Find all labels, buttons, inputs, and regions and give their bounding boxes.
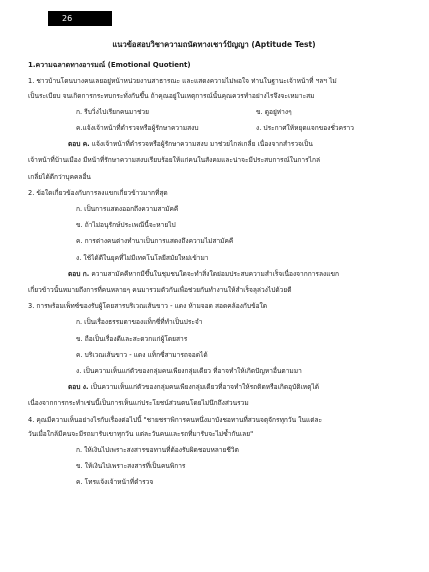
question-4-choice-b: ข. ให้เงินไปเพราะสงสารที่เป็นคนพิการ [76,462,186,471]
question-1-answer-line-2: เจ้าหน้าที่บ้านเมือง มีหน้าที่รักษาความสงบเรียบร้อยให้แก่คนในสังคมและน่าจะมีประสบการณ์ในการไกล่ [28,156,321,165]
question-1-answer [28,139,400,149]
section-heading: 1.ความฉลาดทางอารมณ์ (Emotional Quotient) [28,61,191,70]
answer-label: ตอบ ค. [68,140,90,149]
question-3-choice-a: ก. เป็นเรื่องธรรมดาของแท็กซี่ที่ทำเป็นประจำ [76,318,203,327]
question-2-choice-b: ข. ถ้าไม่อนุรักษ์ประเพณีนี้จะหายไป [76,221,176,230]
question-3-answer-line-2: เนื่องจากการกระทำเช่นนี้เป็นการเห็นแก่ประโยชน์ส่วนตนโดยไม่นึกถึงส่วนรวม [28,399,249,408]
question-2-choice-c: ค. การต่างคนต่างทำนาเป็นการแสดงถึงความไม่สามัคคี [76,237,234,246]
question-4-line-1: 4. คุณมีความเห็นอย่างไรกับเรื่องต่อไปนี้ "ชายชราพิการคนหนึ่งมาบังชอทานที่สวนจตุจักรทุกวัน ในแต่ละ [28,415,323,424]
question-1-choice-c: ค.แจ้งเจ้าหน้าที่ตำรวจหรือผู้รักษาความสงบ [76,124,199,133]
question-1-choices-row-2 [28,123,400,133]
question-3-choice-d: ง. เป็นความเห็นแก่ตัวของกลุ่มคนเพียงกลุ่มเดียว ที่อาจทำให้เกิดปัญหาอื่นตามมา [76,367,302,376]
question-4-choice-a: ก. ให้เงินไปเพราะสงสารขอทานที่ต้องรับผิดชอบหลายชีวิต [76,446,239,455]
question-2-line-1: 2. ข้อใดเกี่ยวข้องกับการลงแขกเกี่ยวข้าวมากที่สุด [28,188,168,197]
question-1-line-1: 1. ชาวบ้านโดนบางคนเลยอยู่หน้าหน่วยงานสาธารณะ และแสดงความไม่พอใจ ท่านในฐานะเจ้าหน้าที่ ฯลฯ ไม่ [28,77,337,86]
page-title: แนวข้อสอบวิชาความถนัดทางเชาว์ปัญญา (Aptitude Test) [112,40,316,49]
question-1-choice-b: ข. ดูอยู่ห่างๆ [256,107,292,116]
answer-label: ตอบ ก. [68,269,90,278]
question-2-answer-line-2: เกี่ยวข้าวนั้นหมายถึงการที่คนหลายๆ คนมารวมตัวกันเพื่อช่วยกันทำงานให้สำเร็จลุล่วงไปด้วยดี [28,286,292,295]
document-body [28,40,400,494]
question-3-line-1: 3. การพร้อมเพ็ทซ์ของรับผู้โดยสารบริเวณเส้นขาว - แดง ห้ามจอด สอดคล้องกับข้อใด [28,302,268,311]
question-3-choice-b: ข. ถือเป็นเรื่องดีและสะดวกแก่ผู้โดยสาร [76,334,188,343]
question-1-choice-a: ก. รีบวิ่งไปเรียกคนมาช่วย [76,107,149,116]
question-1-choice-d: ง. ประกาศให้หยุดแจกของชั่วคราว [256,124,354,133]
question-1-answer-line-3: เกลี่ยได้ดีกว่าบุคคลอื่น [28,172,91,181]
question-4-choice-c: ค. โทรแจ้งเจ้าหน้าที่ตำรวจ [76,478,154,487]
question-1-line-2: เป็นระเบียบ จนเกิดการกระทบกระทั่งกันขึ้น ถ้าคุณอยู่ในเหตุการณ์นั้นคุณควรทำอย่างไรจึงจะเหมาะสม [28,91,315,100]
answer-text: แจ้งเจ้าหน้าที่ตำรวจหรือผู้รักษาความสงบ มาช่วยไกล่เกลี่ย เนื่องจากสำรวจเป็น [89,140,313,149]
question-3-choice-c: ค. บริเวณเส้นขาว - แดง แท็กซี่สามารถจอดได้ [76,350,208,359]
answer-text: ความสามัคคีหากมีขึ้นในชุมชนใดจะทำสิ่งใดย่อมประสบความสำเร็จเนื่องจากการลงแขก [89,269,339,278]
question-2-answer [28,269,400,279]
question-2-choice-a: ก. เป็นการแสดงออกถึงความสามัคคี [76,205,179,214]
answer-label: ตอบ ง. [68,383,89,392]
question-2-choice-d: ง. ใช้ได้ดีในยุคที่ไม่มีเทคโนโลยีสมัยใหม่เข้ามา [76,253,209,262]
answer-text: เป็นความเห็นแก่ตัวของกลุ่มคนเพียงกลุ่มเดียวที่อาจทำให้รถติดหรือเกิดอุบัติเหตุได้ [88,383,320,392]
question-1-choices-row-1 [28,107,400,117]
question-3-answer [28,382,400,392]
question-4-line-2: วันเมื่อใกล้มีคนจะมีรถมารับเขาทุกวัน แต่ละวันคนและรถที่มารับจะไม่ซ้ำกันเลย" [28,429,254,438]
page-number-badge: 26 [48,11,112,26]
